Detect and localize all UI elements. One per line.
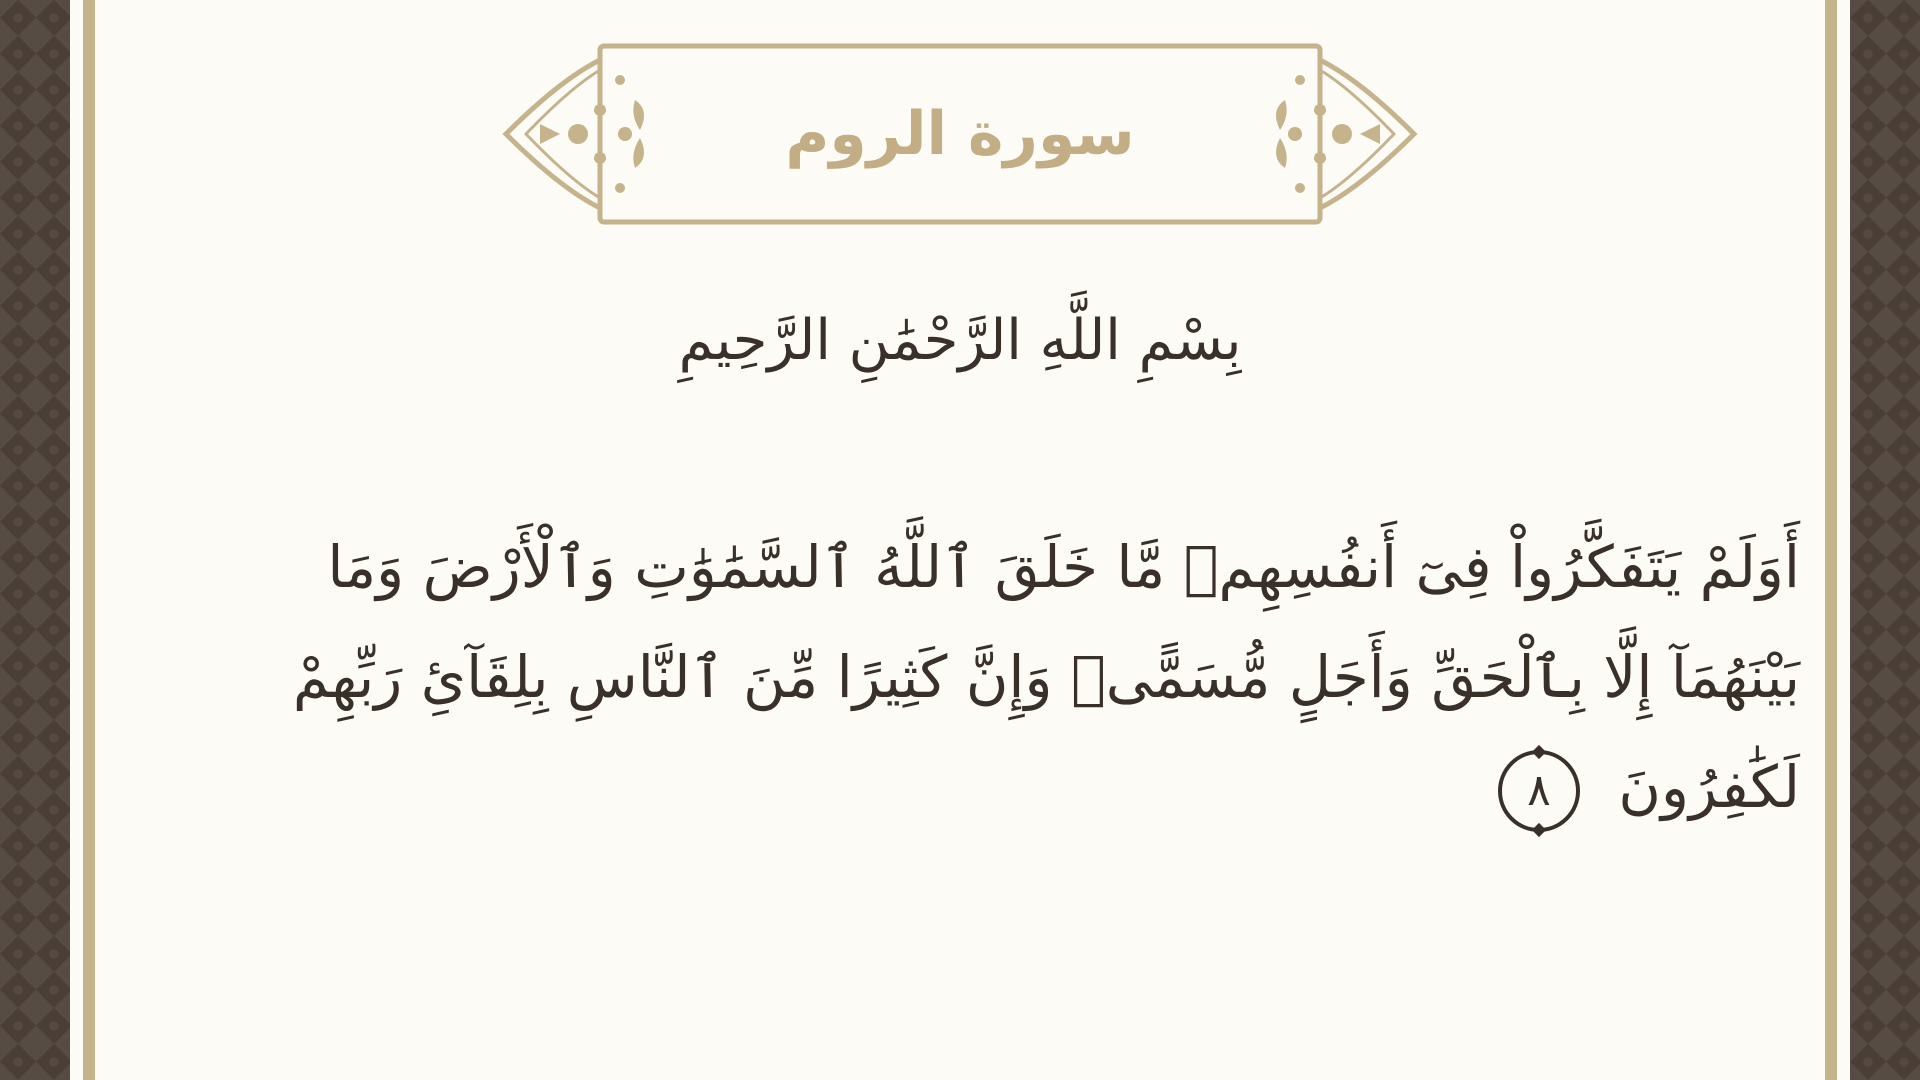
left-gold-border (83, 0, 95, 1080)
ayah-number-marker (1498, 750, 1580, 832)
right-ornament-strip (1850, 0, 1920, 1080)
right-gold-border (1825, 0, 1837, 1080)
surah-title: سورة الروم (785, 99, 1135, 169)
ayah-number: ٨ (1527, 764, 1551, 816)
ayah-text-block (230, 512, 1800, 842)
ayah-text: أَوَلَمْ يَتَفَكَّرُواْ فِىٓ أَنفُسِهِمۗ مَّا خَلَقَ ٱللَّهُ ٱلسَّمَٰوَٰتِ وَٱلْأَرْضَ وَمَا بَيْنَهُمَآ إِلَّا بِٱلْحَقِّ وَأَجَلٍ مُّسَمًّىۗ وَإِنَّ كَثِيرًا مِّنَ ٱلنَّاسِ بِلِقَآئِ رَبِّهِمْ لَكَٰفِرُونَ (292, 533, 1800, 821)
left-ornament-strip (0, 0, 70, 1080)
basmala-calligraphy: بِسْمِ اللَّهِ الرَّحْمَٰنِ الرَّحِيمِ (678, 307, 1242, 373)
surah-title-frame (500, 40, 1420, 228)
